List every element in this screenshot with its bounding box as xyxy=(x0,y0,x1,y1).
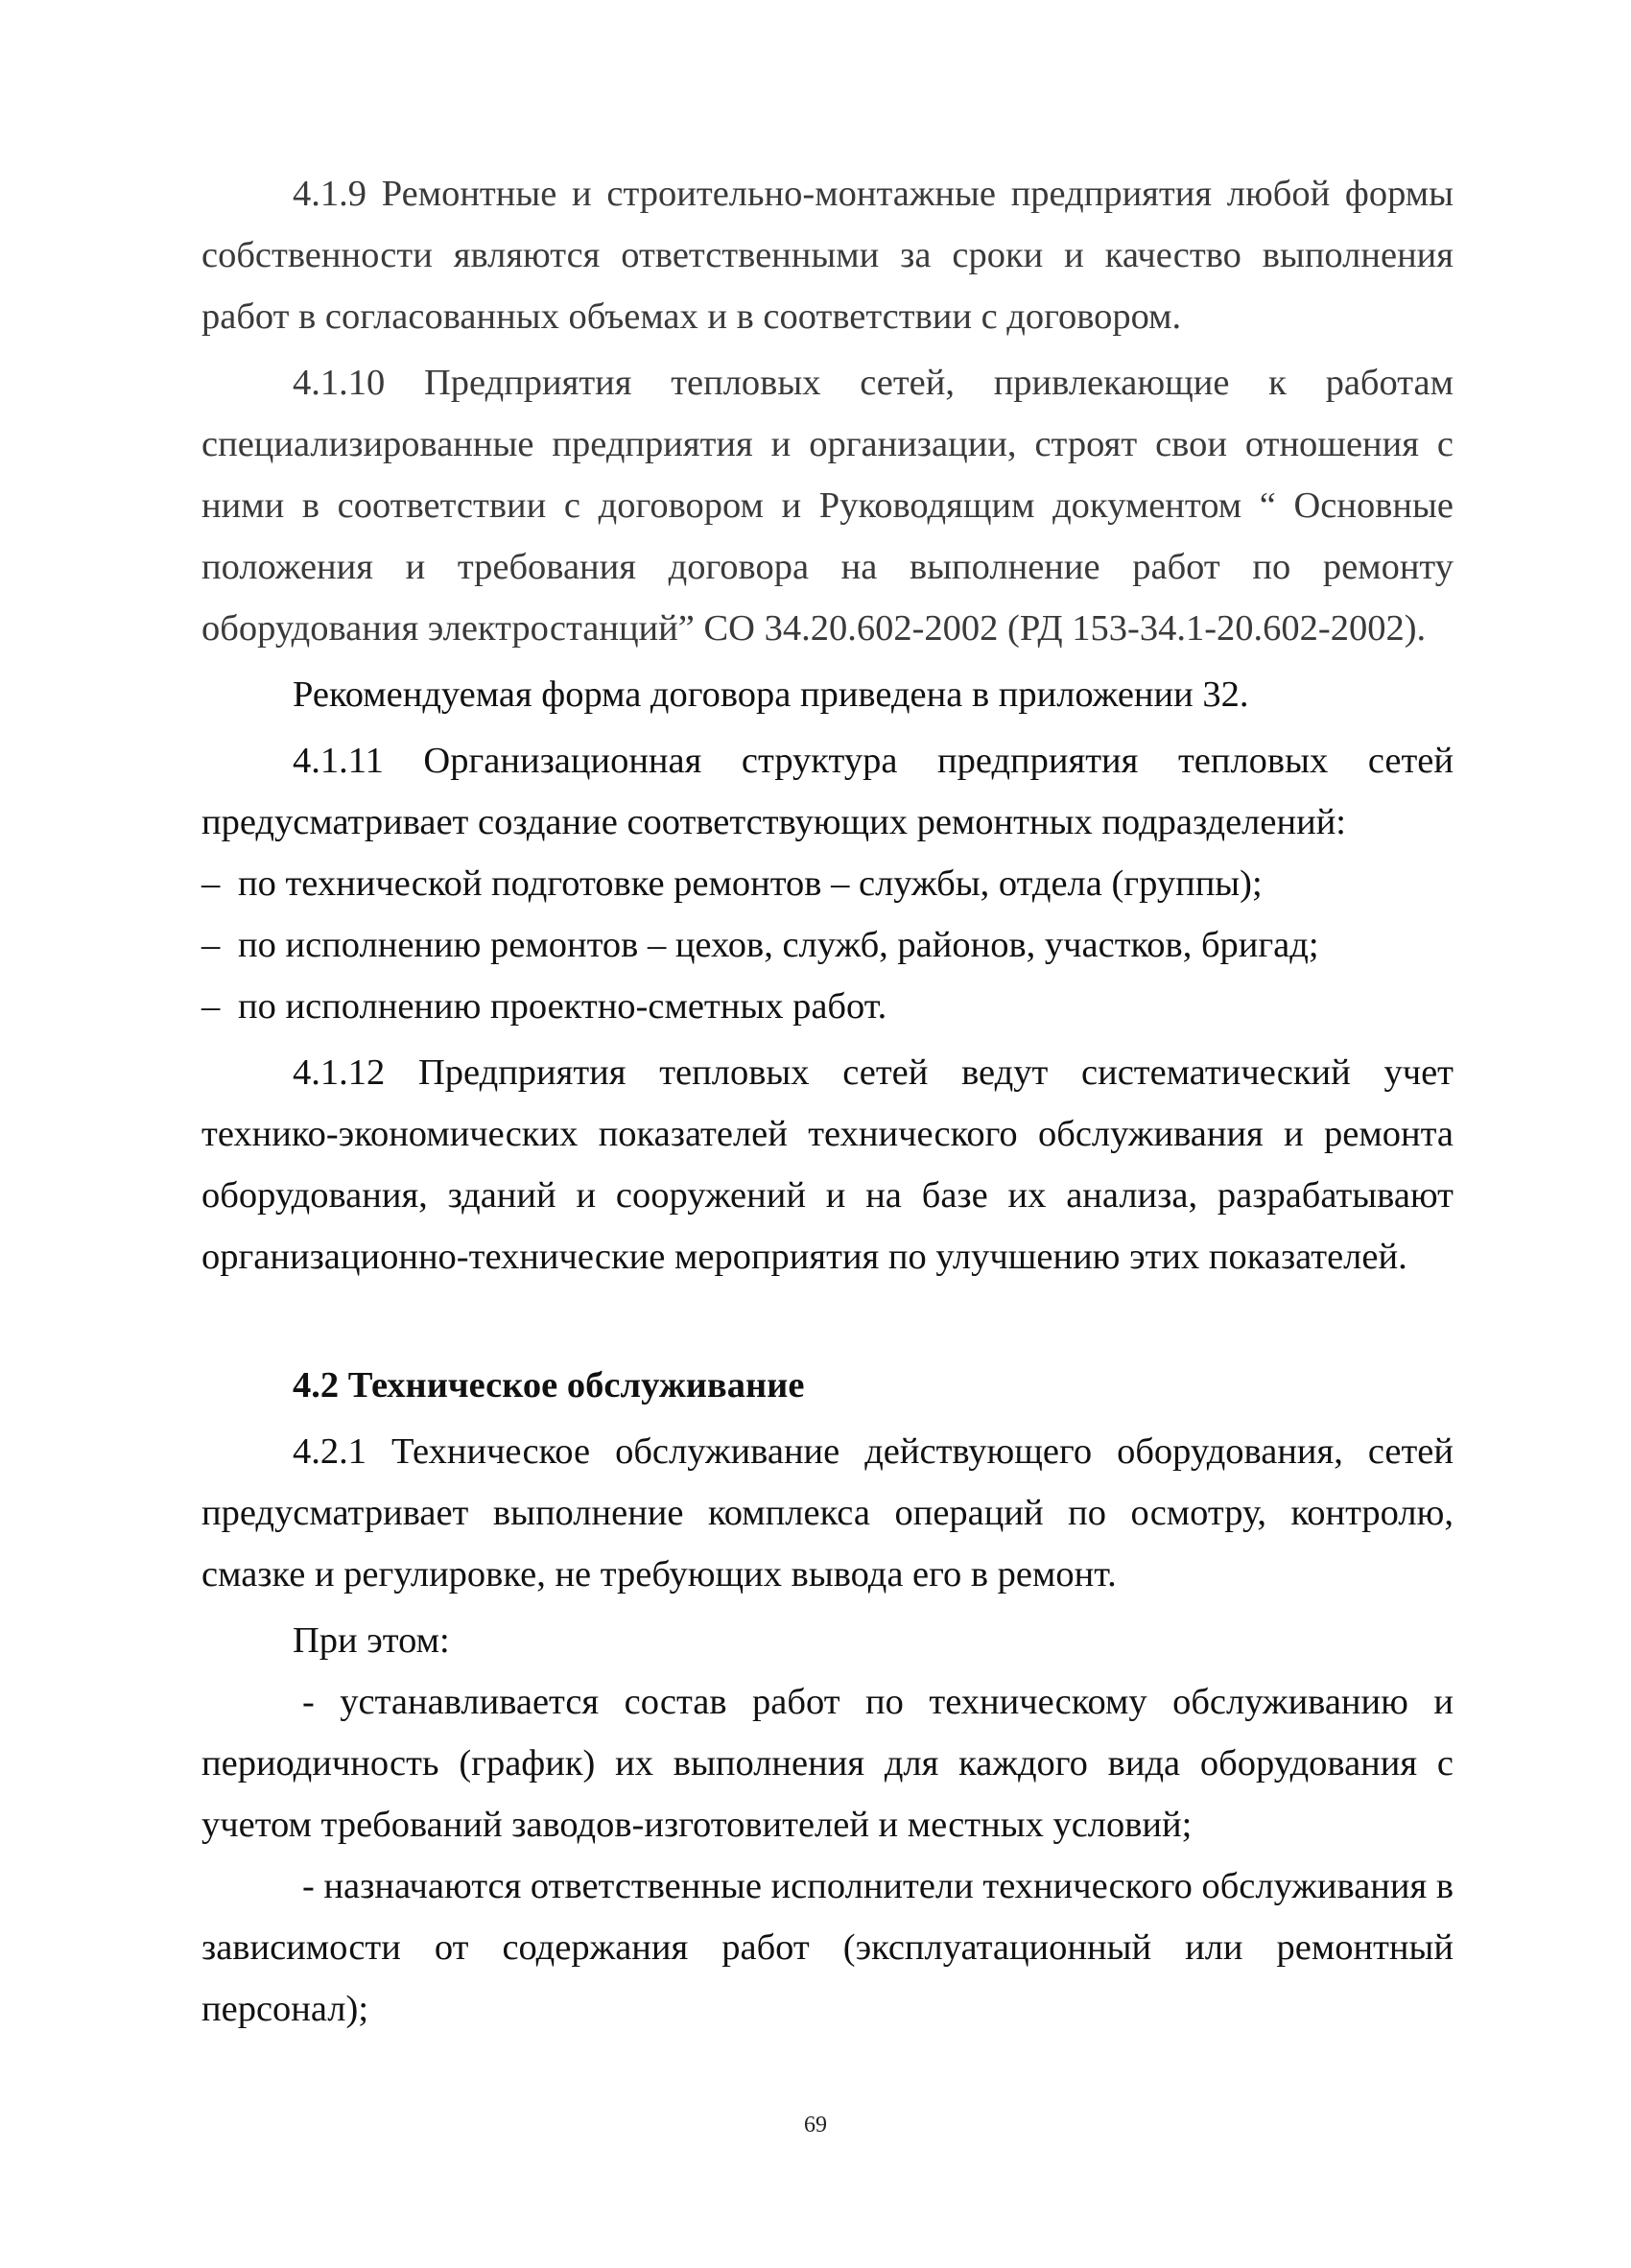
paragraph-4-1-10: 4.1.10 Предприятия тепловых сетей, привлекающие к работам специализированные предприятия и организации, строят свои отношения с ними в соответствии с договором и Руководящим документом “ Основные положения и требования договора на выполнение работ по ремонту оборудования электростанций” СО 34.20.602-2002 (РД 153-34.1-20.602-2002). xyxy=(201,363,1454,649)
dash-marker: – xyxy=(201,986,221,1027)
section-heading: 4.2 Техническое обслуживание xyxy=(293,1365,805,1406)
list-item-text: по исполнению проектно-сметных работ. xyxy=(238,986,887,1027)
list-item xyxy=(201,853,1454,914)
sub-item-responsible: - назначаются ответственные исполнители технического обслуживания в зависимости от содержания работ (эксплуатационный или ремонтный персонал); xyxy=(201,1866,1454,2029)
list-item xyxy=(201,976,1454,1037)
subdivision-list xyxy=(201,853,1454,1037)
paragraph-pri-etom: При этом: xyxy=(293,1620,450,1661)
list-item-text: по исполнению ремонтов – цехов, служб, районов, участков, бригад; xyxy=(238,925,1319,965)
paragraph-recommended-form: Рекомендуемая форма договора приведена в приложении 32. xyxy=(293,674,1249,715)
paragraph-4-1-11: 4.1.11 Организационная структура предприятия тепловых сетей предусматривает создание соответствующих ремонтных подразделений: xyxy=(201,741,1454,842)
dash-marker: – xyxy=(201,925,221,965)
list-item xyxy=(201,914,1454,976)
page-content xyxy=(201,163,1454,2040)
dash-marker: – xyxy=(201,863,221,904)
page-number: 69 xyxy=(804,2113,827,2138)
paragraph-4-1-12: 4.1.12 Предприятия тепловых сетей ведут систематический учет технико-экономических показателей технического обслуживания и ремонта оборудования, зданий и сооружений и на базе их анализа, разрабатывают организационно-технические мероприятия по улучшению этих показателей. xyxy=(201,1052,1454,1277)
paragraph-4-1-9: 4.1.9 Ремонтные и строительно-монтажные предприятия любой формы собственности являются ответственными за сроки и качество выполнения работ в согласованных объемах и в соответствии с договором. xyxy=(201,174,1454,337)
paragraph-4-2-1: 4.2.1 Техническое обслуживание действующего оборудования, сетей предусматривает выполнение комплекса операций по осмотру, контролю, смазке и регулировке, не требующих вывода его в ремонт. xyxy=(201,1431,1454,1595)
sub-item-schedule: - устанавливается состав работ по техническому обслуживанию и периодичность (график) их выполнения для каждого вида оборудования с учетом требований заводов-изготовителей и местных условий; xyxy=(201,1682,1454,1845)
list-item-text: по технической подготовке ремонтов – службы, отдела (группы); xyxy=(238,863,1263,904)
